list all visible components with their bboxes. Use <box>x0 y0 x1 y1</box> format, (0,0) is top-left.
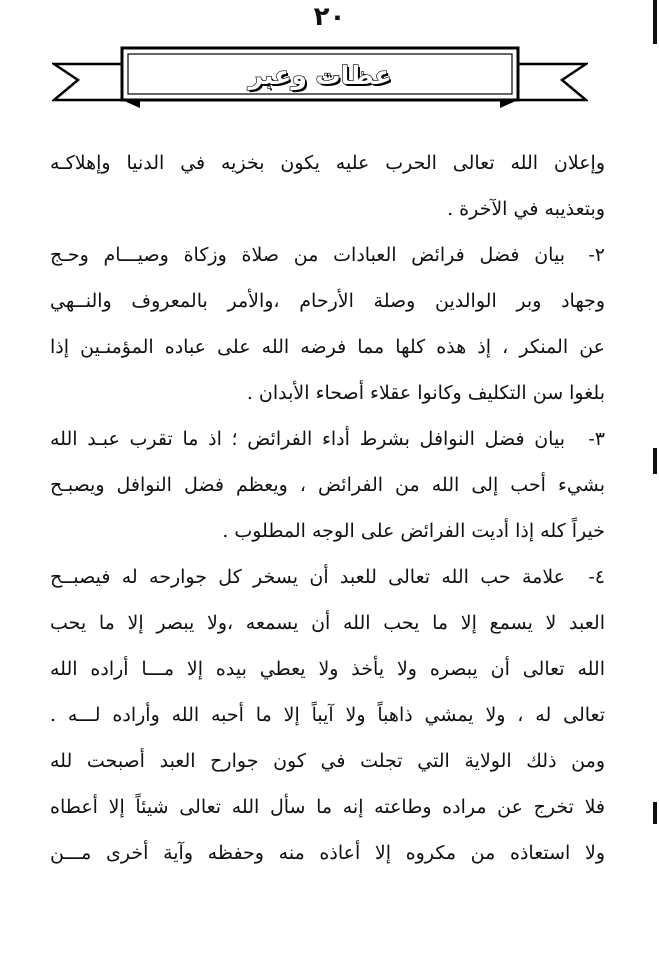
scan-edge-mark <box>653 448 657 474</box>
page-number: ٢٠ <box>313 2 346 32</box>
text-line: علامة حب الله تعالى للعبد أن يسخر كل جوارحه له فيصبــح <box>50 566 565 588</box>
list-item <box>50 554 605 600</box>
text-line: وبتعذيبه في الآخرة . <box>447 198 605 220</box>
scan-edge-mark <box>653 0 657 44</box>
text-line: ولا استعاذه من مكروه إلا أعاذه منه وحفظه وآية أخرى مـــن <box>50 842 605 864</box>
text-line: ومن ذلك الولاية التي تجلت في كون جوارح العبد أصبحت لله <box>50 750 605 772</box>
item-number: ٣- <box>588 428 605 450</box>
scan-edge-mark <box>653 802 657 824</box>
text-line: بيان فضل النوافل بشرط أداء الفرائض ؛ اذ ما تقرب عبـد الله <box>50 428 565 450</box>
item-number: ٤- <box>588 566 605 588</box>
title-banner <box>52 42 588 116</box>
text-line: فلا تخرج عن مراده وطاعته إنه ما سأل الله تعالى شيئاً إلا أعطاه <box>50 796 605 818</box>
text-line: الله تعالى أن يبصره ولا يأخذ ولا يعطي بيده إلا مـــا أراده الله <box>50 658 605 680</box>
text-line: وجهاد وبر الوالدين وصلة الأرحام ،والأمر بالمعروف والنــهي <box>50 290 605 312</box>
body-text <box>50 140 605 876</box>
chapter-title: عظات وعبر <box>248 61 392 90</box>
text-line: وإعلان الله تعالى الحرب عليه يكون بخزيه في الدنيا وإهلاكـه <box>50 152 605 174</box>
text-line: العبد لا يسمع إلا ما يحب الله أن يسمعه ،ولا يبصر إلا ما يحب <box>50 612 605 634</box>
list-item <box>50 416 605 462</box>
list-item <box>50 232 605 278</box>
text-line: بيان فضل فرائض العبادات من صلاة وزكاة وصيـــام وحـج <box>50 244 565 266</box>
item-number: ٢- <box>588 244 605 266</box>
text-line: تعالى له ، ولا يمشي ذاهباً ولا آيباً إلا ما أحبه الله وأراده لـــه . <box>50 704 605 726</box>
text-line: بلغوا سن التكليف وكانوا عقلاء أصحاء الأبدان . <box>246 382 605 404</box>
text-line: خيراً كله إذا أديت الفرائض على الوجه المطلوب . <box>222 520 605 542</box>
text-line: عن المنكر ، إذ هذه كلها مما فرضه الله على عباده المؤمنـين إذا <box>50 336 605 358</box>
text-line: بشيء أحب إلى الله من الفرائض ، ويعظم فضل النوافل ويصبـح <box>50 474 605 496</box>
